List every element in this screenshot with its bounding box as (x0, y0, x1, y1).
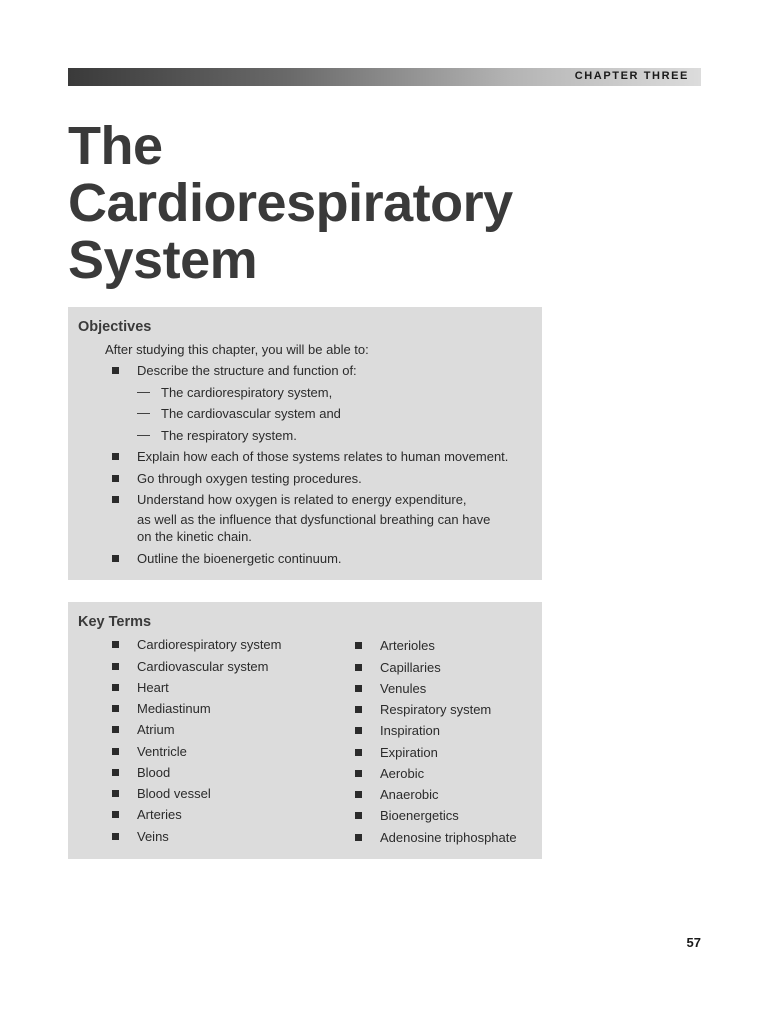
bullet-icon (355, 727, 362, 734)
objectives-intro: After studying this chapter, you will be able to: (105, 342, 369, 357)
key-term-left-7: Blood (137, 765, 171, 780)
bullet-icon (355, 812, 362, 819)
bullet-icon (355, 642, 362, 649)
key-term-right-9: Bioenergetics (380, 808, 459, 823)
bullet-icon (355, 664, 362, 671)
page-number: 57 (686, 935, 701, 950)
bullet-icon (355, 706, 362, 713)
key-term-left-10: Veins (137, 829, 169, 844)
dash-icon: — (137, 427, 150, 442)
bullet-icon (112, 555, 119, 562)
bullet-icon (112, 663, 119, 670)
bullet-icon (112, 475, 119, 482)
chapter-label: CHAPTER THREE (574, 70, 689, 82)
chapter-title (68, 118, 628, 289)
key-term-right-8: Anaerobic (380, 787, 439, 802)
key-term-left-4: Mediastinum (137, 701, 211, 716)
objective-sub-2: The cardiovascular system and (161, 406, 341, 421)
bullet-icon (355, 685, 362, 692)
key-term-right-4: Respiratory system (380, 702, 492, 717)
objectives-box (68, 307, 542, 580)
objective-item-4-line-2: as well as the influence that dysfunctional breathing can have (137, 512, 491, 527)
bullet-icon (112, 790, 119, 797)
bullet-icon (355, 834, 362, 841)
bullet-icon (112, 641, 119, 648)
title-line-3: System (68, 230, 258, 290)
key-term-right-10: Adenosine triphosphate (380, 830, 517, 845)
objective-item-1: Describe the structure and function of: (137, 363, 357, 378)
title-line-2: Cardiorespiratory (68, 173, 513, 233)
key-term-right-3: Venules (380, 681, 427, 696)
bullet-icon (112, 769, 119, 776)
bullet-icon (112, 726, 119, 733)
bullet-icon (112, 748, 119, 755)
objective-item-2: Explain how each of those systems relates to human movement. (137, 449, 509, 464)
key-term-right-5: Inspiration (380, 723, 440, 738)
objectives-heading: Objectives (78, 319, 152, 335)
bullet-icon (112, 811, 119, 818)
key-terms-box (68, 602, 542, 859)
key-term-right-2: Capillaries (380, 660, 441, 675)
bullet-icon (112, 684, 119, 691)
key-term-left-2: Cardiovascular system (137, 659, 269, 674)
key-term-left-8: Blood vessel (137, 786, 211, 801)
title-line-1: The (68, 116, 163, 176)
objective-item-3: Go through oxygen testing procedures. (137, 471, 362, 486)
key-term-left-3: Heart (137, 680, 169, 695)
key-term-left-1: Cardiorespiratory system (137, 637, 282, 652)
dash-icon: — (137, 384, 150, 399)
key-term-right-1: Arterioles (380, 638, 435, 653)
key-term-left-9: Arteries (137, 807, 182, 822)
bullet-icon (112, 705, 119, 712)
key-term-left-6: Ventricle (137, 744, 187, 759)
bullet-icon (355, 791, 362, 798)
bullet-icon (112, 833, 119, 840)
bullet-icon (112, 367, 119, 374)
bullet-icon (112, 496, 119, 503)
bullet-icon (355, 749, 362, 756)
dash-icon: — (137, 405, 150, 420)
key-term-right-7: Aerobic (380, 766, 425, 781)
chapter-header-bar (68, 68, 701, 86)
objective-item-5: Outline the bioenergetic continuum. (137, 551, 342, 566)
key-term-left-5: Atrium (137, 722, 175, 737)
key-terms-heading: Key Terms (78, 614, 152, 630)
bullet-icon (112, 453, 119, 460)
bullet-icon (355, 770, 362, 777)
objective-item-4-line-3: on the kinetic chain. (137, 529, 252, 544)
key-term-right-6: Expiration (380, 745, 438, 760)
objective-sub-3: The respiratory system. (161, 428, 297, 443)
objective-item-4-line-1: Understand how oxygen is related to energy expenditure, (137, 492, 467, 507)
objective-sub-1: The cardiorespiratory system, (161, 385, 333, 400)
